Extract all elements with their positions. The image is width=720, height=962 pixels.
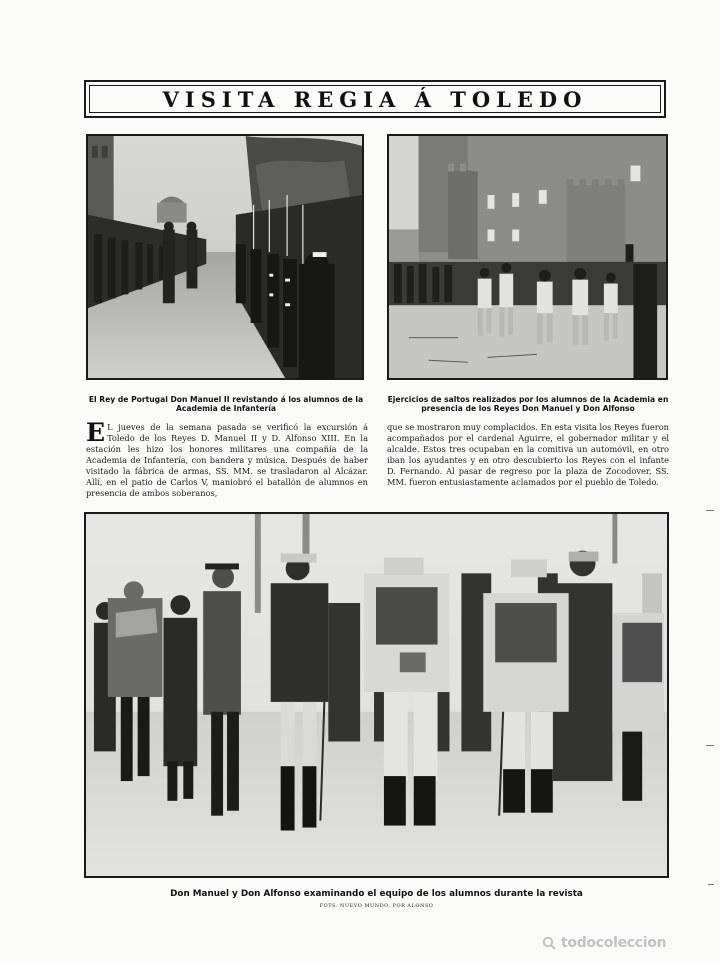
article-text-left: L jueves de la semana pasada se verificó la excursión á Toledo de los Reyes D. Manuel II y D. Alfonso XIII. En la estación les hizo los honores militares una compañía de la Academia de Infantería, con bandera y música. Después de haber visitado la fábrica de armas, SS. MM. se trasladaron al Alcázar. Allí, en el patio de Carlos V, maniobró el batallón de alumnos en presencia de ambos soberanos,: [86, 422, 368, 498]
magnifier-icon: [542, 936, 556, 950]
article-text-right: que se mostraron muy complacidos. En esta visita los Reyes fueron acompañados por el cardenal Aguirre, el gobernador militar y el alcalde. Estos tres ocupaban en la comitiva un automóvil, en otro iban los ayudantes y en otro descubierto los Reyes con el infante D. Fernando. Al pasar de regreso por la plaza de Zocodover, SS. MM. fueron entusiastamente aclamados por el pueblo de Toledo.: [387, 422, 669, 487]
article-column-right: [387, 422, 669, 488]
title-banner: [84, 80, 666, 118]
caption-review-street: El Rey de Portugal Don Manuel II revistando á los alumnos de la Academia de Infantería: [88, 395, 364, 413]
watermark: [542, 933, 712, 953]
photo-jump-exercises: [387, 134, 668, 380]
photo-jump-exercises-image: [389, 136, 666, 378]
dropcap: E: [86, 418, 106, 447]
photo-credit: FOTS. NUEVO MUNDO, POR ALONSO: [319, 903, 434, 909]
edge-mark: [708, 884, 714, 885]
edge-mark: [706, 510, 714, 511]
photo-equipment-inspection-image: [86, 514, 667, 876]
article-column-left: [86, 418, 368, 499]
photo-review-street: [86, 134, 364, 380]
edge-mark: [706, 745, 714, 746]
photo-equipment-inspection: [84, 512, 669, 878]
watermark-text: todocoleccion: [561, 935, 667, 951]
caption-jump-exercises: Ejercicios de saltos realizados por los alumnos de la Academia en presencia de los Reyes Don Manuel y Don Alfonso: [387, 395, 669, 413]
photo-review-street-image: [88, 136, 362, 378]
caption-equipment-inspection: Don Manuel y Don Alfonso examinando el equipo de los alumnos durante la revista: [170, 889, 583, 899]
page-title: VISITA REGIA Á TOLEDO: [162, 86, 588, 112]
